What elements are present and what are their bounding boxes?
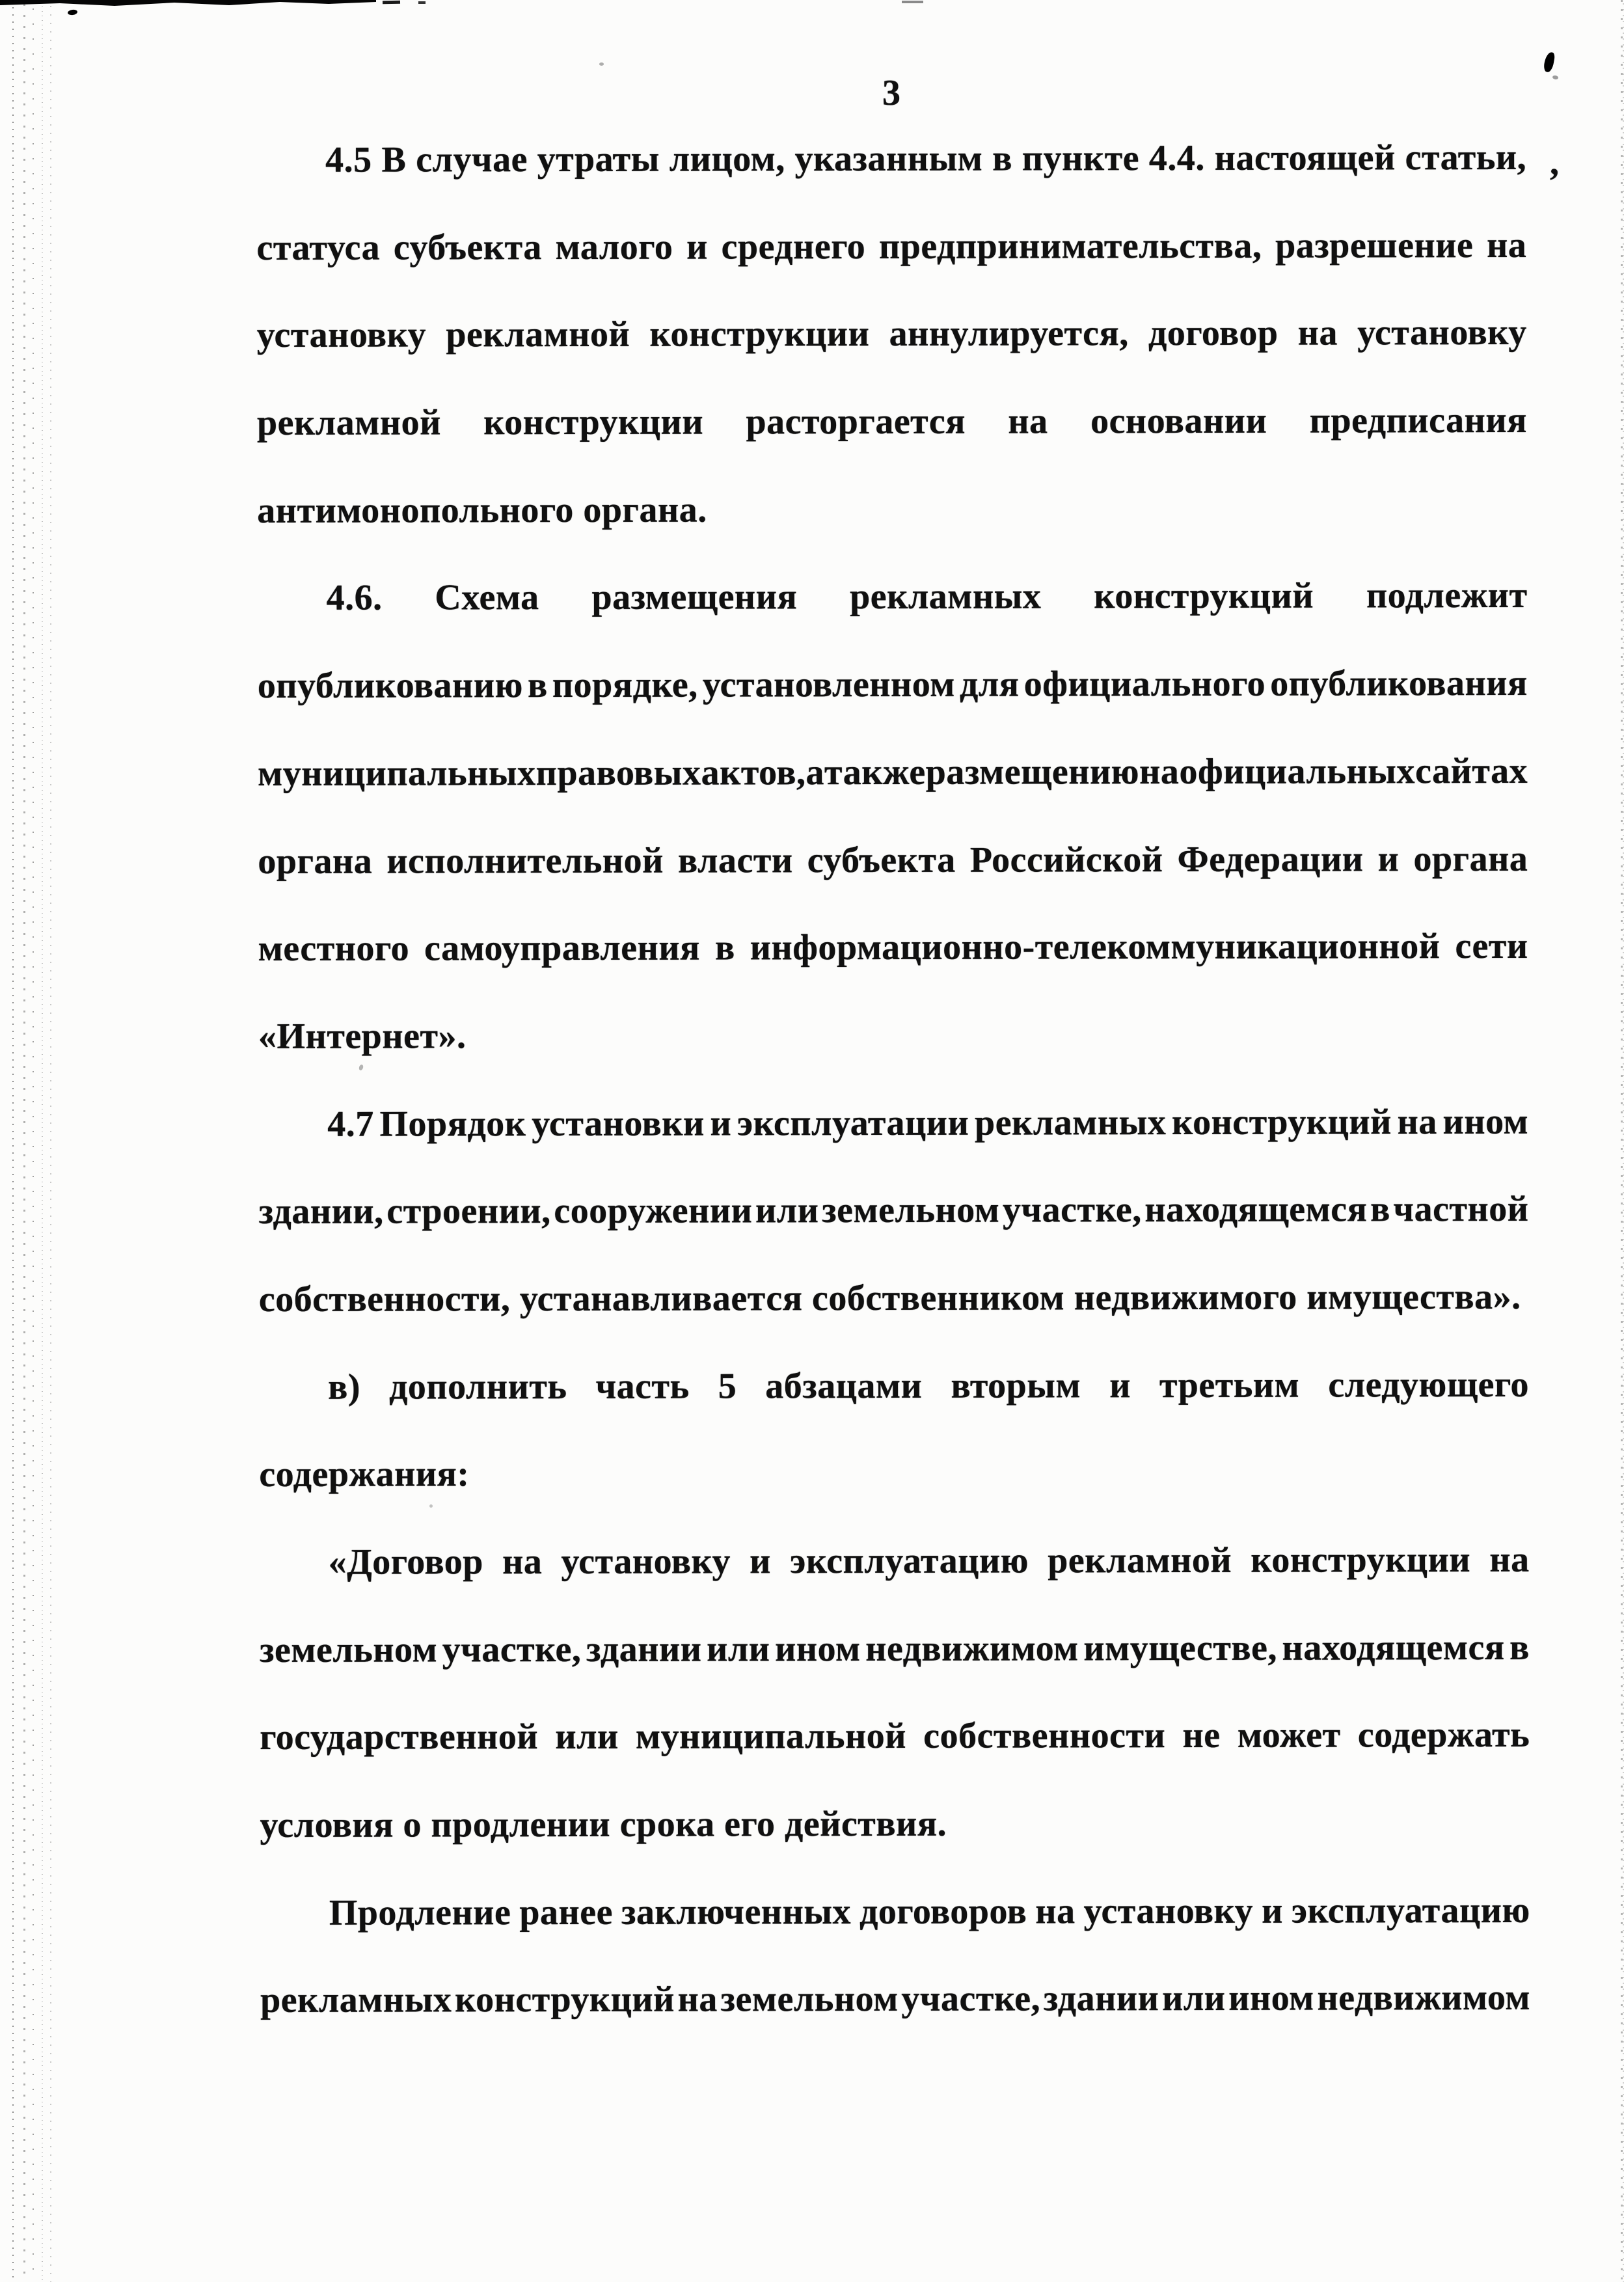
text-line: антимонопольного органа. bbox=[257, 489, 707, 531]
word: на bbox=[502, 1542, 543, 1582]
word: заключенных bbox=[621, 1891, 852, 1933]
word: рекламной bbox=[446, 314, 630, 355]
word: муниципальной bbox=[635, 1716, 907, 1758]
word: рекламных bbox=[260, 1979, 452, 2021]
word: основании bbox=[1090, 400, 1267, 442]
text-line bbox=[256, 202, 1526, 292]
word: ином bbox=[1442, 1101, 1529, 1142]
word: здании bbox=[1043, 1978, 1159, 2019]
word: субъекта bbox=[807, 839, 956, 880]
word: дополнить bbox=[388, 1366, 567, 1407]
word: статьи, bbox=[1405, 137, 1527, 178]
word: участке, bbox=[1002, 1189, 1142, 1230]
word: 4.6. bbox=[326, 578, 383, 619]
word: в bbox=[1370, 1189, 1390, 1230]
scan-artifact-ink-blob bbox=[1543, 51, 1555, 73]
word: участке, bbox=[901, 1978, 1041, 2020]
text-line bbox=[258, 815, 1528, 905]
word: установку bbox=[256, 314, 427, 356]
word: или bbox=[555, 1717, 619, 1758]
word: сайтах bbox=[1414, 750, 1528, 792]
word: содержать bbox=[1357, 1715, 1530, 1756]
text-line bbox=[326, 552, 1527, 642]
word: предписания bbox=[1309, 400, 1528, 441]
word: на bbox=[1486, 224, 1527, 265]
word: договоров bbox=[859, 1891, 1027, 1932]
word: участке, bbox=[442, 1629, 582, 1670]
word: здании, bbox=[258, 1191, 384, 1232]
text-line bbox=[329, 1516, 1530, 1607]
text-line bbox=[258, 903, 1528, 993]
word: недвижимом bbox=[865, 1628, 1079, 1669]
scan-artifact-left-noise bbox=[2, 0, 58, 2282]
word: и bbox=[750, 1541, 771, 1582]
word: органа bbox=[258, 841, 373, 882]
word: предпринимательства, bbox=[878, 225, 1262, 267]
word: или bbox=[755, 1190, 819, 1231]
word: и bbox=[710, 1103, 732, 1144]
word: эксплуатацию bbox=[1291, 1890, 1530, 1931]
word: следующего bbox=[1328, 1364, 1530, 1406]
text-line bbox=[260, 1691, 1530, 1782]
word: строении, bbox=[386, 1191, 551, 1232]
document-lines bbox=[256, 114, 1530, 2044]
word: подлежит bbox=[1366, 575, 1528, 616]
word: конструкции bbox=[649, 314, 870, 355]
word: собственности bbox=[923, 1715, 1166, 1757]
word: актов, bbox=[701, 752, 806, 793]
word: рекламной bbox=[256, 402, 441, 444]
word: муниципальных bbox=[258, 752, 536, 794]
scan-artifact-right-noise bbox=[1619, 0, 1624, 2282]
text-line bbox=[258, 1165, 1528, 1256]
word: на bbox=[1489, 1539, 1530, 1581]
word: государственной bbox=[260, 1717, 539, 1758]
word: на bbox=[1035, 1891, 1076, 1932]
text-line: содержания: bbox=[259, 1454, 470, 1495]
word: в bbox=[527, 665, 548, 706]
word: не bbox=[1182, 1715, 1221, 1756]
scan-artifact-speck bbox=[599, 62, 604, 66]
word: размещению bbox=[925, 751, 1140, 793]
text-line: собственности, устанавливается собственником недвижимого имущества». bbox=[258, 1276, 1521, 1320]
word: находящемся bbox=[1282, 1627, 1505, 1668]
word: здании bbox=[586, 1629, 702, 1670]
word: абзацами bbox=[765, 1365, 923, 1406]
word: 4.7 bbox=[327, 1104, 374, 1145]
word: правовых bbox=[535, 752, 701, 793]
text-line bbox=[258, 727, 1528, 818]
word: Порядок bbox=[379, 1103, 526, 1145]
text-line bbox=[260, 1604, 1530, 1694]
word: конструкции bbox=[483, 401, 704, 443]
word: на bbox=[1008, 401, 1048, 442]
word: на bbox=[677, 1979, 718, 2020]
word: случае bbox=[416, 139, 528, 180]
scan-artifact-dash bbox=[902, 1, 923, 3]
word: и bbox=[1109, 1365, 1131, 1406]
word: земельном bbox=[259, 1629, 438, 1670]
word: договор bbox=[1148, 313, 1279, 354]
word: официальных bbox=[1179, 751, 1416, 792]
text-line: условия о продлении срока его действия. bbox=[260, 1803, 947, 1846]
word: и bbox=[1377, 838, 1400, 879]
word: расторгается bbox=[746, 401, 966, 442]
word: часть bbox=[595, 1366, 690, 1407]
word: в bbox=[714, 927, 735, 968]
word: установку bbox=[1357, 312, 1527, 353]
word: частной bbox=[1393, 1189, 1529, 1230]
text-line bbox=[325, 114, 1526, 204]
word: ином bbox=[1228, 1978, 1314, 2019]
word: опубликованию bbox=[257, 665, 523, 707]
word: в bbox=[992, 138, 1013, 179]
text-line bbox=[257, 377, 1527, 467]
text-line bbox=[257, 289, 1527, 379]
word: ранее bbox=[519, 1892, 614, 1933]
word: Продление bbox=[329, 1892, 511, 1933]
word: рекламных bbox=[974, 1102, 1167, 1143]
word: аннулируется, bbox=[889, 313, 1129, 355]
word: органа bbox=[1413, 838, 1528, 879]
word: субъекта bbox=[393, 226, 542, 268]
word: указанным bbox=[794, 138, 983, 180]
word: в) bbox=[328, 1366, 361, 1407]
text-line bbox=[258, 640, 1528, 730]
word: имуществе, bbox=[1083, 1627, 1278, 1669]
scan-artifact-ink-dot bbox=[68, 9, 78, 16]
word: Федерации bbox=[1177, 838, 1364, 880]
word: эксплуатацию bbox=[790, 1540, 1029, 1582]
word: разрешение bbox=[1275, 224, 1474, 266]
word: установленном bbox=[702, 664, 955, 705]
word: официального bbox=[1023, 663, 1266, 705]
word: вторым bbox=[951, 1365, 1081, 1406]
word: малого bbox=[555, 226, 673, 267]
word: на bbox=[1297, 312, 1338, 354]
word: «Договор bbox=[328, 1542, 483, 1582]
text-line: «Интернет». bbox=[258, 1016, 467, 1057]
word: на bbox=[1397, 1101, 1437, 1142]
word: земельном bbox=[720, 1979, 899, 2020]
word: самоуправления bbox=[424, 927, 700, 969]
word: порядке, bbox=[552, 664, 698, 706]
word: 4.4. bbox=[1148, 137, 1205, 179]
word: установку bbox=[1083, 1890, 1254, 1932]
word: 4.5 bbox=[325, 139, 372, 180]
word: может bbox=[1237, 1715, 1341, 1756]
text-line bbox=[260, 1954, 1530, 2044]
word: статуса bbox=[256, 227, 381, 268]
word: конструкций bbox=[1094, 576, 1314, 617]
text-line bbox=[327, 1078, 1528, 1168]
word: или bbox=[706, 1629, 770, 1670]
word: конструкции bbox=[1251, 1540, 1471, 1581]
word: среднего bbox=[721, 226, 866, 267]
word: сети bbox=[1455, 926, 1528, 967]
word: и bbox=[686, 226, 708, 267]
word: опубликования bbox=[1270, 663, 1528, 704]
word: рекламной bbox=[1048, 1540, 1232, 1581]
word: размещения bbox=[591, 577, 798, 618]
word: сооружении bbox=[554, 1190, 753, 1232]
word: исполнительной bbox=[386, 840, 664, 882]
word: лицом, bbox=[669, 139, 785, 180]
word: на bbox=[1139, 751, 1180, 792]
word: установку bbox=[561, 1541, 731, 1582]
word: рекламных bbox=[850, 576, 1042, 618]
word: Схема bbox=[435, 577, 539, 618]
word: или bbox=[1161, 1978, 1226, 2019]
word: и bbox=[1261, 1890, 1283, 1931]
word: Российской bbox=[969, 839, 1163, 880]
word: информационно-телекоммуникационной bbox=[750, 926, 1441, 968]
word: третьим bbox=[1159, 1365, 1300, 1406]
word: пункте bbox=[1022, 138, 1140, 179]
word: утраты bbox=[537, 139, 660, 180]
stray-comma-artifact: , bbox=[1550, 143, 1559, 183]
page-number: 3 bbox=[882, 73, 900, 113]
word: конструкций bbox=[1171, 1101, 1392, 1143]
word: конструкций bbox=[454, 1979, 675, 2020]
text-line bbox=[329, 1867, 1530, 1957]
word: местного bbox=[258, 928, 410, 970]
word: находящемся bbox=[1144, 1189, 1368, 1230]
word: а bbox=[805, 752, 825, 793]
word: эксплуатации bbox=[737, 1102, 969, 1144]
word: 5 bbox=[718, 1366, 737, 1407]
text-line bbox=[328, 1341, 1529, 1432]
word: установки bbox=[532, 1103, 705, 1144]
word: власти bbox=[677, 839, 793, 881]
word: настоящей bbox=[1214, 137, 1396, 178]
word: ином bbox=[774, 1628, 861, 1670]
word: также bbox=[824, 752, 926, 793]
word: в bbox=[1509, 1627, 1530, 1668]
word: для bbox=[959, 664, 1020, 705]
scan-artifact-dash bbox=[418, 1, 426, 4]
scan-artifact-dash bbox=[383, 1, 400, 4]
word: недвижимом bbox=[1317, 1977, 1531, 2019]
word: земельном bbox=[822, 1189, 1000, 1231]
word: В bbox=[381, 139, 407, 180]
